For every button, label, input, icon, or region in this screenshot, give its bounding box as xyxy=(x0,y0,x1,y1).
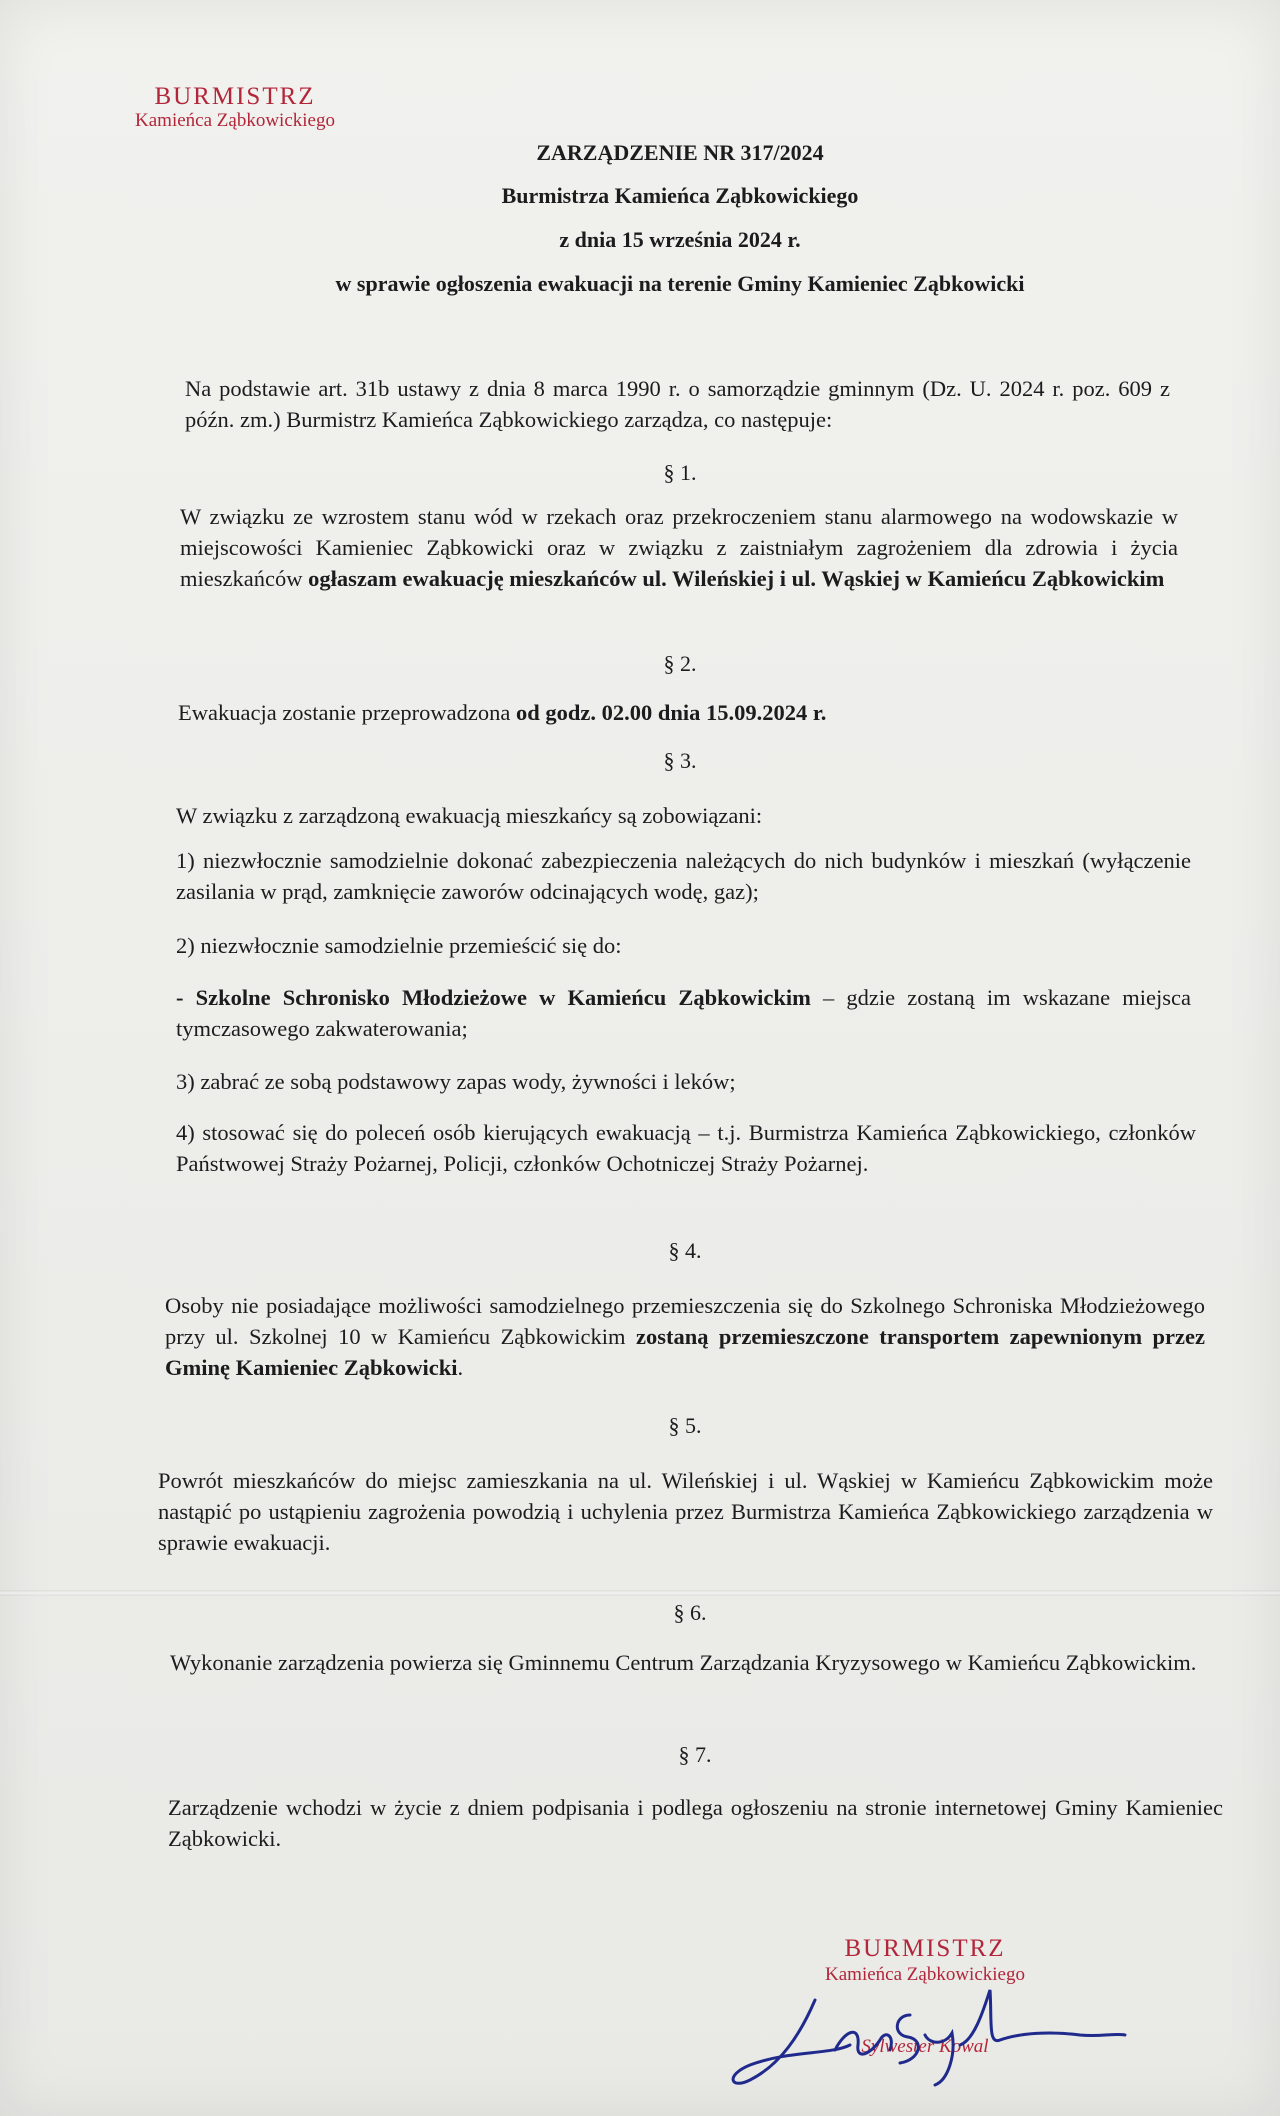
section-1-bold: ogłaszam ewakuację mieszkańców ul. Wileńskiej i ul. Wąskiej w Kamieńcu Ząbkowickim xyxy=(308,566,1165,591)
section-3-intro: W związku z zarządzoną ewakuacją mieszkańcy są zobowiązani: xyxy=(176,803,763,828)
section-6-text: Wykonanie zarządzenia powierza się Gminnemu Centrum Zarządzania Kryzysowego w Kamieńcu Ząbkowickim. xyxy=(170,1650,1197,1675)
document-title: ZARZĄDZENIE NR 317/2024 xyxy=(536,140,824,165)
section-3-item-3: 3) zabrać ze sobą podstawowy zapas wody, żywności i leków; xyxy=(176,1069,736,1094)
section-3-item-2-destination: - Szkolne Schronisko Młodzieżowe w Kamieńcu Ząbkowickim – gdzie zostaną im wskazane miejsca tymczasowego zakwaterowania; xyxy=(176,985,1191,1041)
stamp-subtitle: Kamieńca Ząbkowickiego xyxy=(135,110,335,131)
section-4-text: Osoby nie posiadające możliwości samodzielnego przemieszczenia się do Szkolnego Schroniska Młodzieżowego przy ul. Szkolnej 10 w Kamieńcu Ząbkowickim zostaną przemieszczone transportem zapewnionym przez Gminę Kamieniec Ząbkowicki. xyxy=(165,1293,1205,1380)
section-4-bold: zostaną przemieszczone transportem zapewnionym przez Gminę Kamieniec Ząbkowicki xyxy=(165,1324,1205,1380)
document-subject: w sprawie ogłoszenia ewakuacji na terenie Gminy Kamieniec Ząbkowicki xyxy=(335,271,1025,296)
section-3-item-1: 1) niezwłocznie samodzielnie dokonać zabezpieczenia należących do nich budynków i mieszkań (wyłączenie zasilania w prąd, zamknięcie zaworów odcinających wodę, gaz); xyxy=(176,848,1191,904)
section-3-item-2: 2) niezwłocznie samodzielnie przemieścić się do: xyxy=(176,933,622,958)
section-mark-7: § 7. xyxy=(678,1742,712,1767)
section-mark-5: § 5. xyxy=(668,1413,702,1438)
section-mark-1: § 1. xyxy=(663,460,697,485)
section-1-text: W związku ze wzrostem stanu wód w rzekach oraz przekroczeniem stanu alarmowego na wodowskazie w miejscowości Kamieniec Ząbkowicki oraz w związku z zaistniałym zagrożeniem dla zdrowia i życia mieszkańców ogłaszam ewakuację mieszkańców ul. Wileńskiej i ul. Wąskiej w Kamieńcu Ząbkowickim xyxy=(180,504,1178,591)
section-7-text: Zarządzenie wchodzi w życie z dniem podpisania i podlega ogłoszeniu na stronie internetowej Gminy Kamieniec Ząbkowicki. xyxy=(168,1795,1223,1851)
section-mark-3: § 3. xyxy=(663,748,697,773)
section-2-bold: od godz. 02.00 dnia 15.09.2024 r. xyxy=(515,700,827,725)
document-issuer: Burmistrza Kamieńca Ząbkowickiego xyxy=(501,183,859,208)
stamp-bottom-title: BURMISTRZ xyxy=(844,1935,1006,1962)
document-date: z dnia 15 września 2024 r. xyxy=(559,227,801,252)
section-5-text: Powrót mieszkańców do miejsc zamieszkania na ul. Wileńskiej i ul. Wąskiej w Kamieńcu Ząbkowickim może nastąpić po ustąpieniu zagrożenia powodzią i uchylenia przez Burmistrza Kamieńca Ząbkowickiego zarządzenia w sprawie ewakuacji. xyxy=(158,1468,1213,1555)
handwritten-signature xyxy=(720,1945,1140,2095)
paper-fold xyxy=(0,1590,1280,1596)
mayor-stamp-top xyxy=(110,84,360,132)
stamp-title: BURMISTRZ xyxy=(154,83,316,110)
shelter-name: - Szkolne Schronisko Młodzieżowe w Kamieńcu Ząbkowickim xyxy=(176,985,811,1010)
stamp-bottom-subtitle: Kamieńca Ząbkowickiego xyxy=(825,1964,1025,1985)
section-2-text: Ewakuacja zostanie przeprowadzona od godz. 02.00 dnia 15.09.2024 r. xyxy=(178,700,827,725)
section-mark-6: § 6. xyxy=(673,1600,707,1625)
section-mark-4: § 4. xyxy=(668,1238,702,1263)
preamble: Na podstawie art. 31b ustawy z dnia 8 marca 1990 r. o samorządzie gminnym (Dz. U. 2024 r. poz. 609 z późn. zm.) Burmistrz Kamieńca Ząbkowickiego zarządza, co następuje: xyxy=(185,376,1170,432)
signatory-name: Sylwester Kowal xyxy=(861,2036,989,2057)
section-3-item-4: 4) stosować się do poleceń osób kierujących ewakuacją – t.j. Burmistrza Kamieńca Ząbkowickiego, członków Państwowej Straży Pożarnej, Policji, członków Ochotniczej Straży Pożarnej. xyxy=(176,1120,1196,1176)
section-mark-2: § 2. xyxy=(663,651,697,676)
